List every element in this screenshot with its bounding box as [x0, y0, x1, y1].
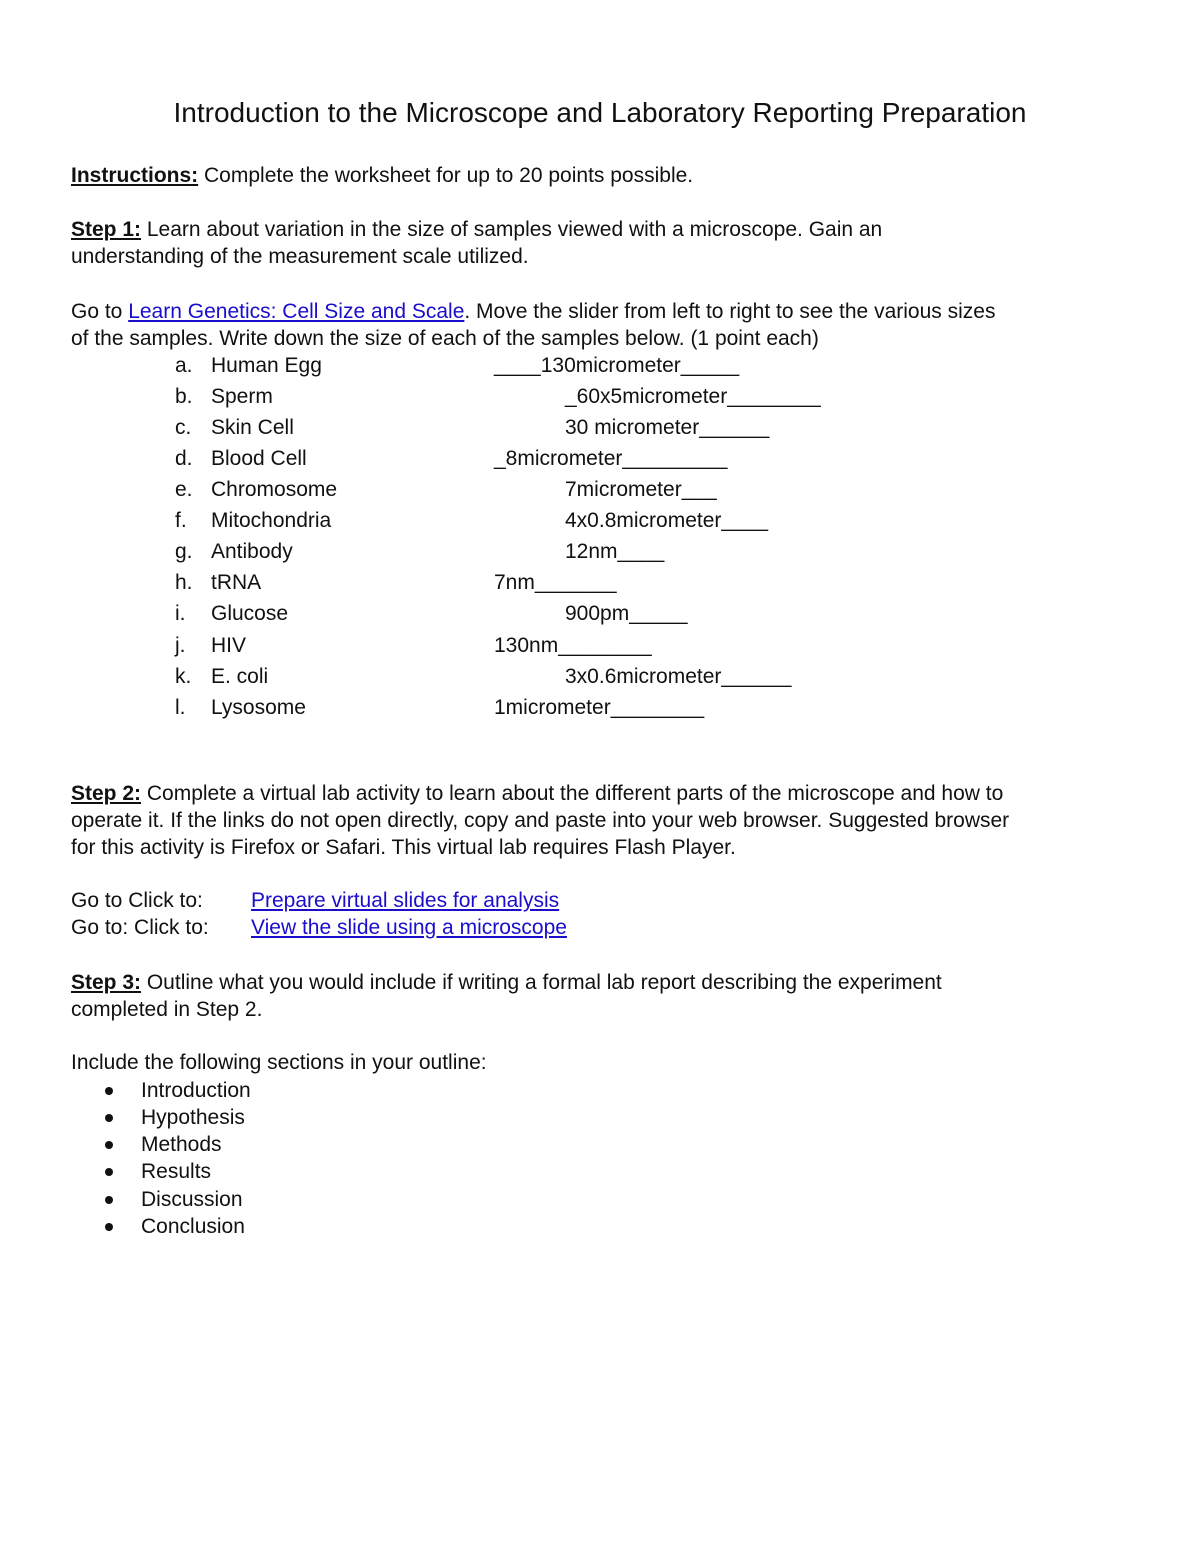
step3-text: Outline what you would include if writing a formal lab report describing the experiment — [141, 971, 942, 994]
sample-answer: ____130micrometer_____ — [494, 354, 740, 377]
list-item — [0, 567, 1200, 598]
step1-goto-paragraph — [71, 298, 1141, 352]
step1-goto-line2: of the samples. Write down the size of each of the samples below. (1 point each) — [71, 327, 819, 350]
item-letter: b. — [175, 385, 193, 408]
instructions-label: Instructions: — [71, 164, 199, 187]
section-name: Results — [141, 1160, 212, 1183]
include-paragraph — [71, 1049, 1141, 1076]
sample-answer: 30 micrometer______ — [565, 416, 770, 439]
item-letter: k. — [175, 665, 192, 688]
cell-size-scale-link[interactable]: Learn Genetics: Cell Size and Scale — [128, 300, 465, 323]
bullet-icon — [105, 1223, 113, 1231]
step1-paragraph — [71, 216, 1141, 270]
goto-prefix: Go to: Click to: — [71, 916, 209, 939]
sample-name: Sperm — [211, 385, 273, 408]
step2-text: Complete a virtual lab activity to learn about the different parts of the microscope and how to — [141, 782, 1004, 805]
sample-answer: 12nm____ — [565, 540, 665, 563]
step2-text-line3: for this activity is Firefox or Safari. This virtual lab requires Flash Player. — [71, 836, 736, 859]
item-letter: d. — [175, 447, 193, 470]
step1-text-line2: understanding of the measurement scale utilized. — [71, 245, 529, 268]
item-letter: a. — [175, 354, 193, 377]
sample-answer: 130nm________ — [494, 634, 652, 657]
item-letter: e. — [175, 478, 193, 501]
goto-prefix: Go to Click to: — [71, 889, 203, 912]
list-item — [0, 661, 1200, 692]
item-letter: j. — [175, 634, 186, 657]
section-name: Methods — [141, 1133, 222, 1156]
view-slide-link[interactable]: View the slide using a microscope — [251, 916, 567, 939]
list-item — [0, 381, 1200, 412]
item-letter: i. — [175, 602, 186, 625]
list-item — [0, 630, 1200, 661]
instructions-paragraph — [71, 162, 1141, 189]
bullet-icon — [105, 1196, 113, 1204]
sample-name: Glucose — [211, 602, 289, 625]
step2-text-line2: operate it. If the links do not open directly, copy and paste into your web browser. Suggested browser — [71, 809, 1010, 832]
step3-text-line2: completed in Step 2. — [71, 998, 263, 1021]
step2-label: Step 2: — [71, 782, 142, 805]
section-name: Hypothesis — [141, 1106, 245, 1129]
sample-name: Chromosome — [211, 478, 338, 501]
step3-paragraph — [71, 969, 1141, 1023]
page-title: Introduction to the Microscope and Laboratory Reporting Preparation — [173, 97, 1027, 128]
list-item — [0, 350, 1200, 381]
step3-label: Step 3: — [71, 971, 142, 994]
step1-text: Learn about variation in the size of samples viewed with a microscope. Gain an — [141, 218, 883, 241]
bullet-icon — [105, 1114, 113, 1122]
list-item — [0, 536, 1200, 567]
section-name: Conclusion — [141, 1215, 245, 1238]
sample-answer: 7micrometer___ — [565, 478, 717, 501]
list-item — [0, 598, 1200, 629]
sample-answer: _60x5micrometer________ — [565, 385, 821, 408]
section-name: Discussion — [141, 1188, 243, 1211]
step1-goto-rest: . Move the slider from left to right to see the various sizes — [464, 300, 996, 323]
list-item — [0, 1131, 1200, 1158]
section-name: Introduction — [141, 1079, 251, 1102]
sample-name: tRNA — [211, 571, 262, 594]
sample-name: HIV — [211, 634, 247, 657]
sample-name: E. coli — [211, 665, 269, 688]
instructions-text: Complete the worksheet for up to 20 points possible. — [198, 164, 694, 187]
sample-name: Blood Cell — [211, 447, 307, 470]
list-item — [0, 443, 1200, 474]
bullet-icon — [105, 1141, 113, 1149]
item-letter: l. — [175, 696, 186, 719]
sample-answer: 1micrometer________ — [494, 696, 705, 719]
list-item — [0, 505, 1200, 536]
item-letter: h. — [175, 571, 193, 594]
list-item — [0, 1158, 1200, 1185]
item-letter: c. — [175, 416, 192, 439]
sample-answer: 7nm_______ — [494, 571, 617, 594]
prepare-slides-link[interactable]: Prepare virtual slides for analysis — [251, 889, 560, 912]
list-item — [0, 1186, 1200, 1213]
sample-name: Antibody — [211, 540, 293, 563]
sample-name: Skin Cell — [211, 416, 294, 439]
sample-answer: 900pm_____ — [565, 602, 688, 625]
list-item — [0, 474, 1200, 505]
step1-goto-prefix: Go to — [71, 300, 129, 323]
list-item — [0, 1104, 1200, 1131]
list-item — [0, 1077, 1200, 1104]
bullet-icon — [105, 1087, 113, 1095]
item-letter: g. — [175, 540, 193, 563]
sample-name: Mitochondria — [211, 509, 332, 532]
step1-label: Step 1: — [71, 218, 142, 241]
sample-answer: _8micrometer_________ — [494, 447, 728, 470]
list-item — [0, 1213, 1200, 1240]
sample-name: Lysosome — [211, 696, 306, 719]
item-letter: f. — [175, 509, 187, 532]
step2-paragraph — [71, 780, 1141, 861]
list-item — [0, 412, 1200, 443]
include-text: Include the following sections in your outline: — [71, 1051, 487, 1074]
sample-answer: 3x0.6micrometer______ — [565, 665, 792, 688]
sample-answer: 4x0.8micrometer____ — [565, 509, 769, 532]
bullet-icon — [105, 1168, 113, 1176]
list-item — [0, 692, 1200, 723]
sample-name: Human Egg — [211, 354, 322, 377]
